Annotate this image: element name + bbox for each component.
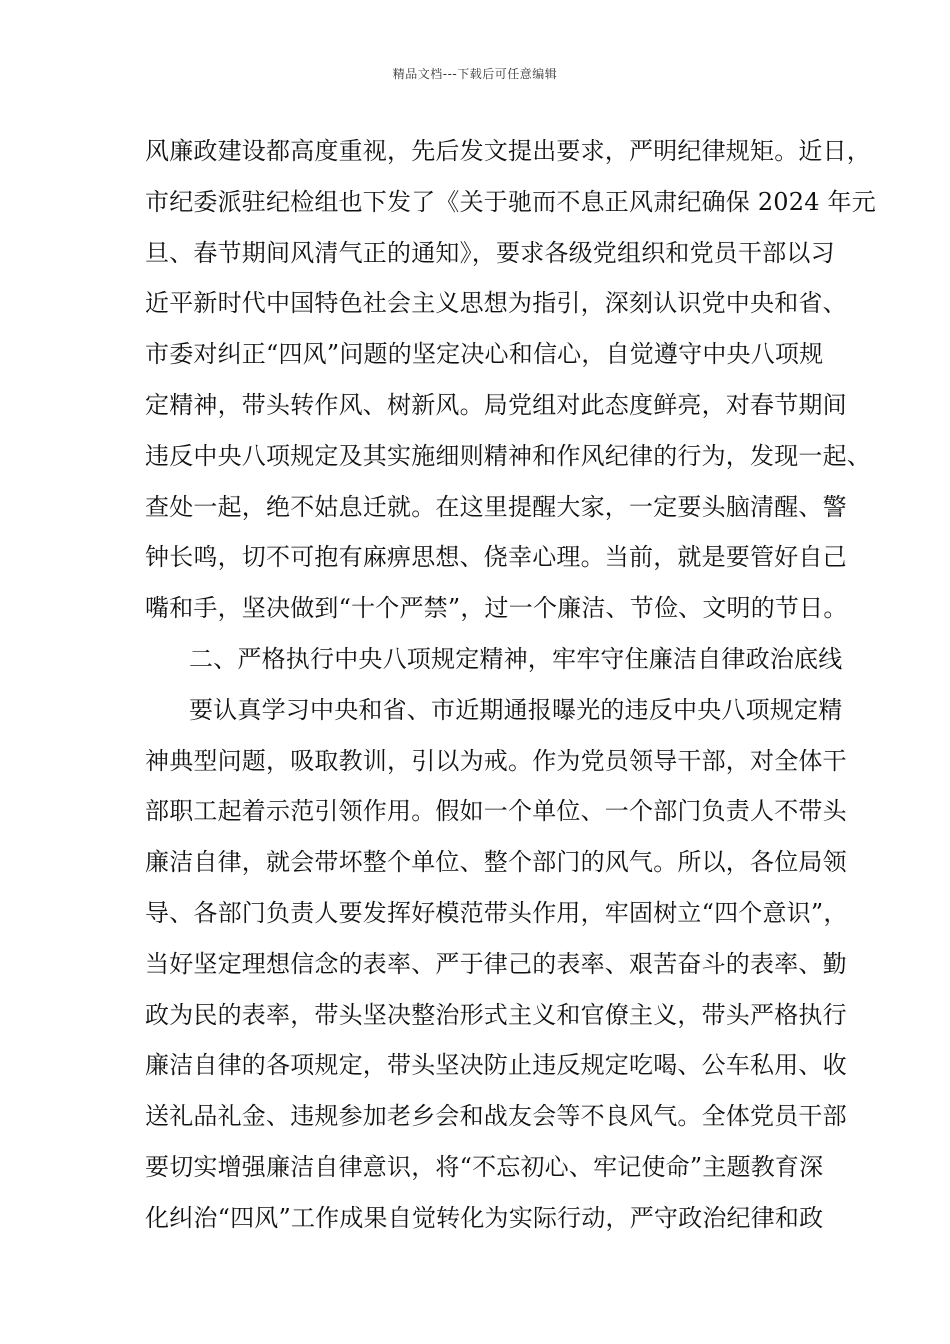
text-line: 市委对纠正“四风”问题的坚定决心和信心，自觉遵守中央八项规 (145, 340, 824, 369)
text-line: 送礼品礼金、违规参加老乡会和战友会等不良风气。全体党员干部 (145, 1102, 847, 1131)
text-line: 要切实增强廉洁自律意识，将“不忘初心、牢记使命”主题教育深 (145, 1152, 824, 1181)
text-line: 旦、春节期间风清气正的通知》，要求各级党组织和党员干部以习 (145, 238, 835, 267)
text-line: 要认真学习中央和省、市近期通报曝光的违反中央八项规定精 (189, 695, 843, 724)
text-line: 廉洁自律的各项规定，带头坚决防止违反规定吃喝、公车私用、收 (145, 1051, 847, 1080)
text-line: 市纪委派驻纪检组也下发了《关于驰而不息正风肃纪确保 2024 年元 (145, 187, 876, 216)
text-line: 政为民的表率，带头坚决整治形式主义和官僚主义，带头严格执行 (145, 1000, 847, 1029)
text-line: 嘴和手，坚决做到“十个严禁”，过一个廉洁、节俭、文明的节日。 (145, 594, 848, 623)
text-line: 违反中央八项规定及其实施细则精神和作风纪律的行为，发现一起、 (145, 441, 871, 470)
text-line: 近平新时代中国特色社会主义思想为指引，深刻认识党中央和省、 (145, 289, 847, 318)
text-line: 廉洁自律，就会带坏整个单位、整个部门的风气。所以，各位局领 (145, 848, 847, 877)
text-line: 导、各部门负责人要发挥好模范带头作用，牢固树立“四个意识”， (145, 898, 848, 927)
page-header: 精品文档---下载后可任意编辑 (392, 67, 558, 81)
text-line: 查处一起，绝不姑息迁就。在这里提醒大家，一定要头脑清醒、警 (145, 492, 847, 521)
text-line: 神典型问题，吸取教训，引以为戒。作为党员领导干部，对全体干 (145, 746, 847, 775)
text-line: 风廉政建设都高度重视，先后发文提出要求，严明纪律规矩。近日， (145, 137, 871, 165)
text-line: 部职工起着示范引领作用。假如一个单位、一个部门负责人不带头 (145, 797, 847, 826)
document-body (145, 126, 876, 1244)
section-heading: 二、严格执行中央八项规定精神，牢牢守住廉洁自律政治底线 (189, 644, 843, 673)
text-line: 定精神，带头转作风、树新风。局党组对此态度鲜亮，对春节期间 (145, 390, 847, 419)
text-line: 钟长鸣，切不可抱有麻痹思想、侥幸心理。当前，就是要管好自己 (145, 543, 847, 572)
text-line: 化纠治“四风”工作成果自觉转化为实际行动，严守政治纪律和政 (145, 1203, 824, 1232)
text-line: 当好坚定理想信念的表率、严于律己的表率、艰苦奋斗的表率、勤 (145, 949, 847, 978)
